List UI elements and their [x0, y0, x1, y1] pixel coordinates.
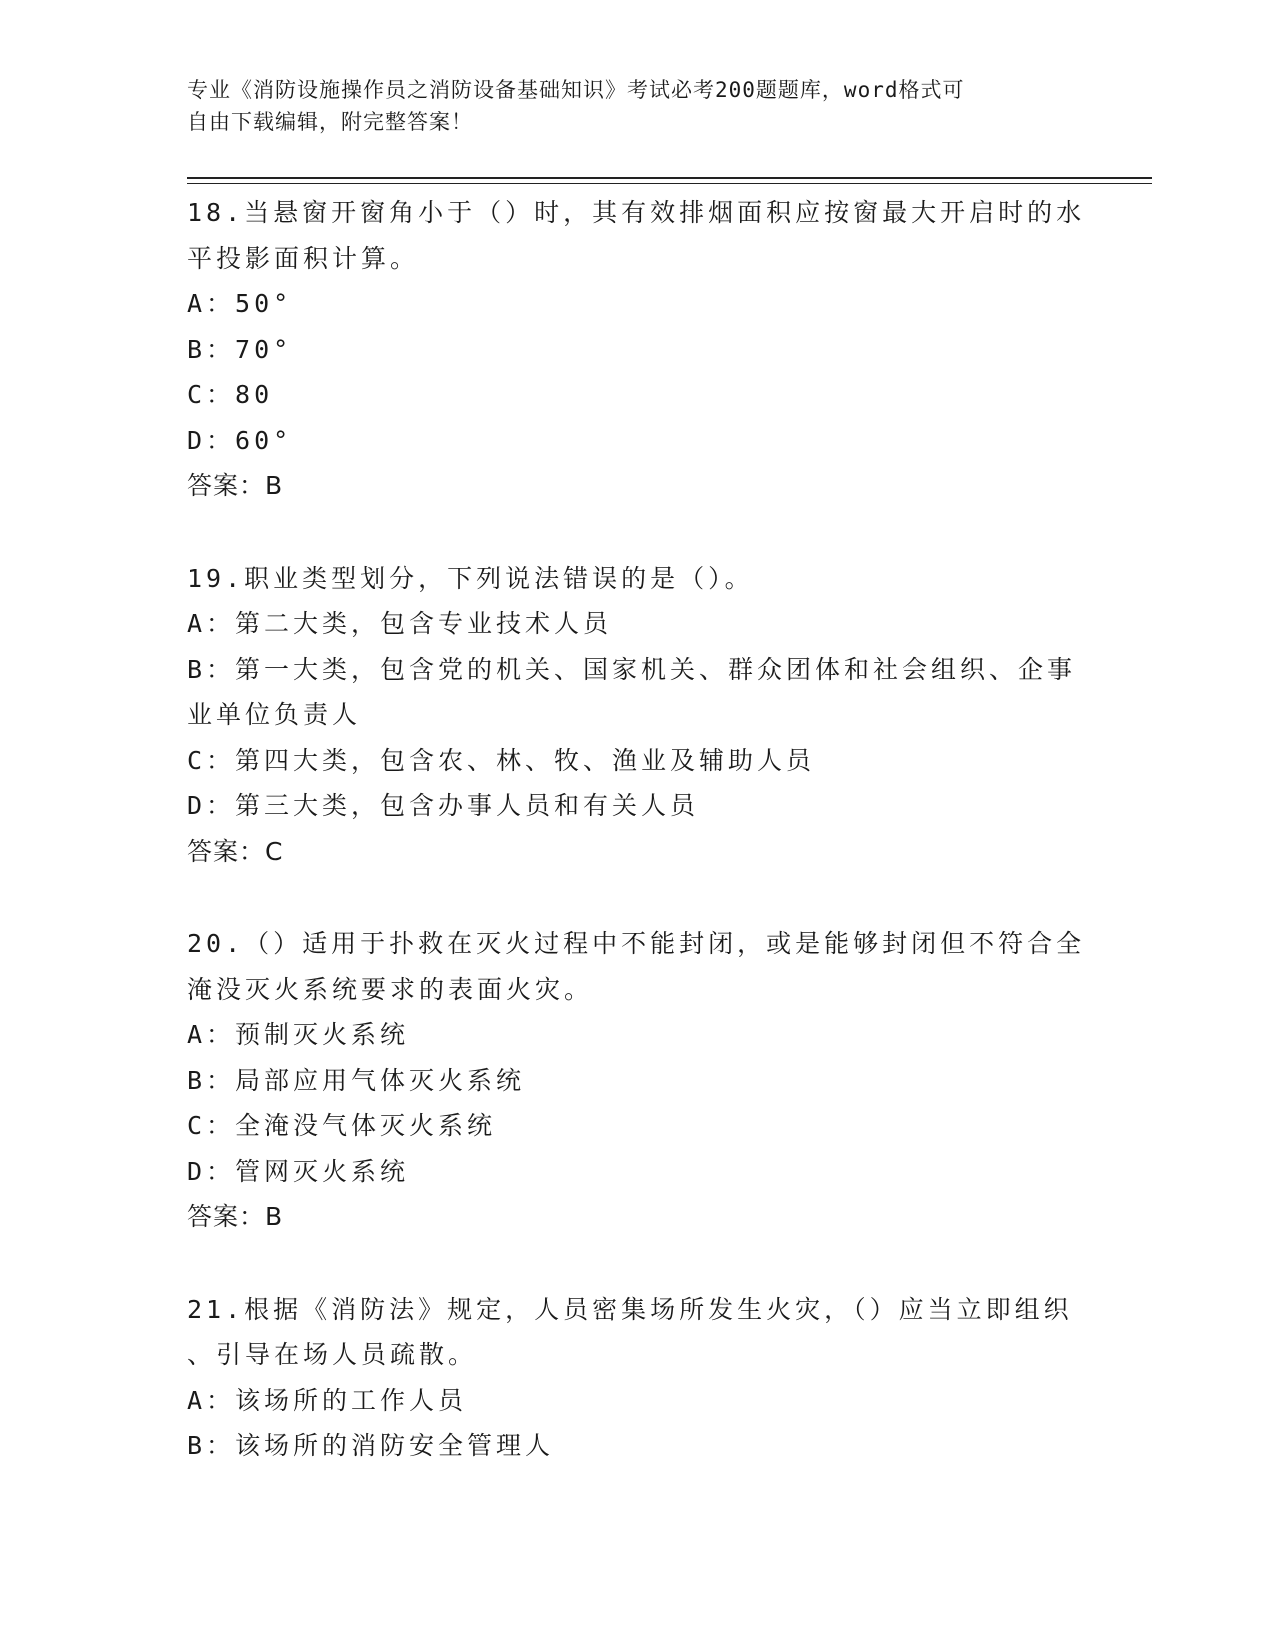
question-stem: 平投影面积计算。 [187, 243, 420, 273]
answer-option: C：第四大类，包含农、林、牧、渔业及辅助人员 [187, 745, 816, 775]
question-stem: 21.根据《消防法》规定，人员密集场所发生火灾，（）应当立即组织 [187, 1294, 1073, 1324]
answer-option: 业单位负责人 [187, 700, 362, 729]
question-stem: 20.（）适用于扑救在灭火过程中不能封闭，或是能够封闭但不符合全 [187, 929, 1086, 958]
header-line: 专业《消防设施操作员之消防设备基础知识》考试必考200题题库，word格式可 [187, 78, 965, 102]
question-block [187, 1287, 1087, 1469]
document-header [187, 74, 1087, 138]
answer-option: B：第一大类，包含党的机关、国家机关、群众团体和社会组织、企事 [187, 654, 1077, 684]
answer-key: 答案：B [187, 471, 284, 500]
question-stem: 18.当悬窗开窗角小于（）时，其有效排烟面积应按窗最大开启时的水 [187, 198, 1086, 227]
answer-option: A：第二大类，包含专业技术人员 [187, 609, 613, 638]
answer-option: C：全淹没气体灭火系统 [187, 1111, 497, 1140]
answer-key: 答案：B [187, 1202, 284, 1231]
answer-option: D：管网灭火系统 [187, 1156, 410, 1186]
question-stem: 淹没灭火系统要求的表面火灾。 [187, 974, 594, 1004]
header-line: 自由下载编辑，附完整答案！ [187, 110, 473, 134]
header-divider [187, 177, 1152, 179]
question-stem: 19.职业类型划分，下列说法错误的是（）。 [187, 563, 754, 593]
answer-option: B：局部应用气体灭火系统 [187, 1065, 526, 1095]
question-block [187, 190, 1087, 509]
question-block [187, 921, 1087, 1240]
answer-option: B：该场所的消防安全管理人 [187, 1431, 555, 1460]
answer-option: D：第三大类，包含办事人员和有关人员 [187, 791, 700, 820]
answer-key: 答案：C [187, 836, 284, 866]
question-list [187, 190, 1087, 1516]
question-block [187, 556, 1087, 875]
answer-option: A：预制灭火系统 [187, 1020, 410, 1049]
answer-option: A：50° [187, 289, 293, 318]
answer-option: C：80 [187, 380, 274, 409]
answer-option: D：60° [187, 425, 293, 455]
question-stem: 、引导在场人员疏散。 [187, 1340, 478, 1369]
header-divider [187, 183, 1152, 184]
answer-option: A：该场所的工作人员 [187, 1385, 468, 1415]
answer-option: B：70° [187, 334, 293, 364]
